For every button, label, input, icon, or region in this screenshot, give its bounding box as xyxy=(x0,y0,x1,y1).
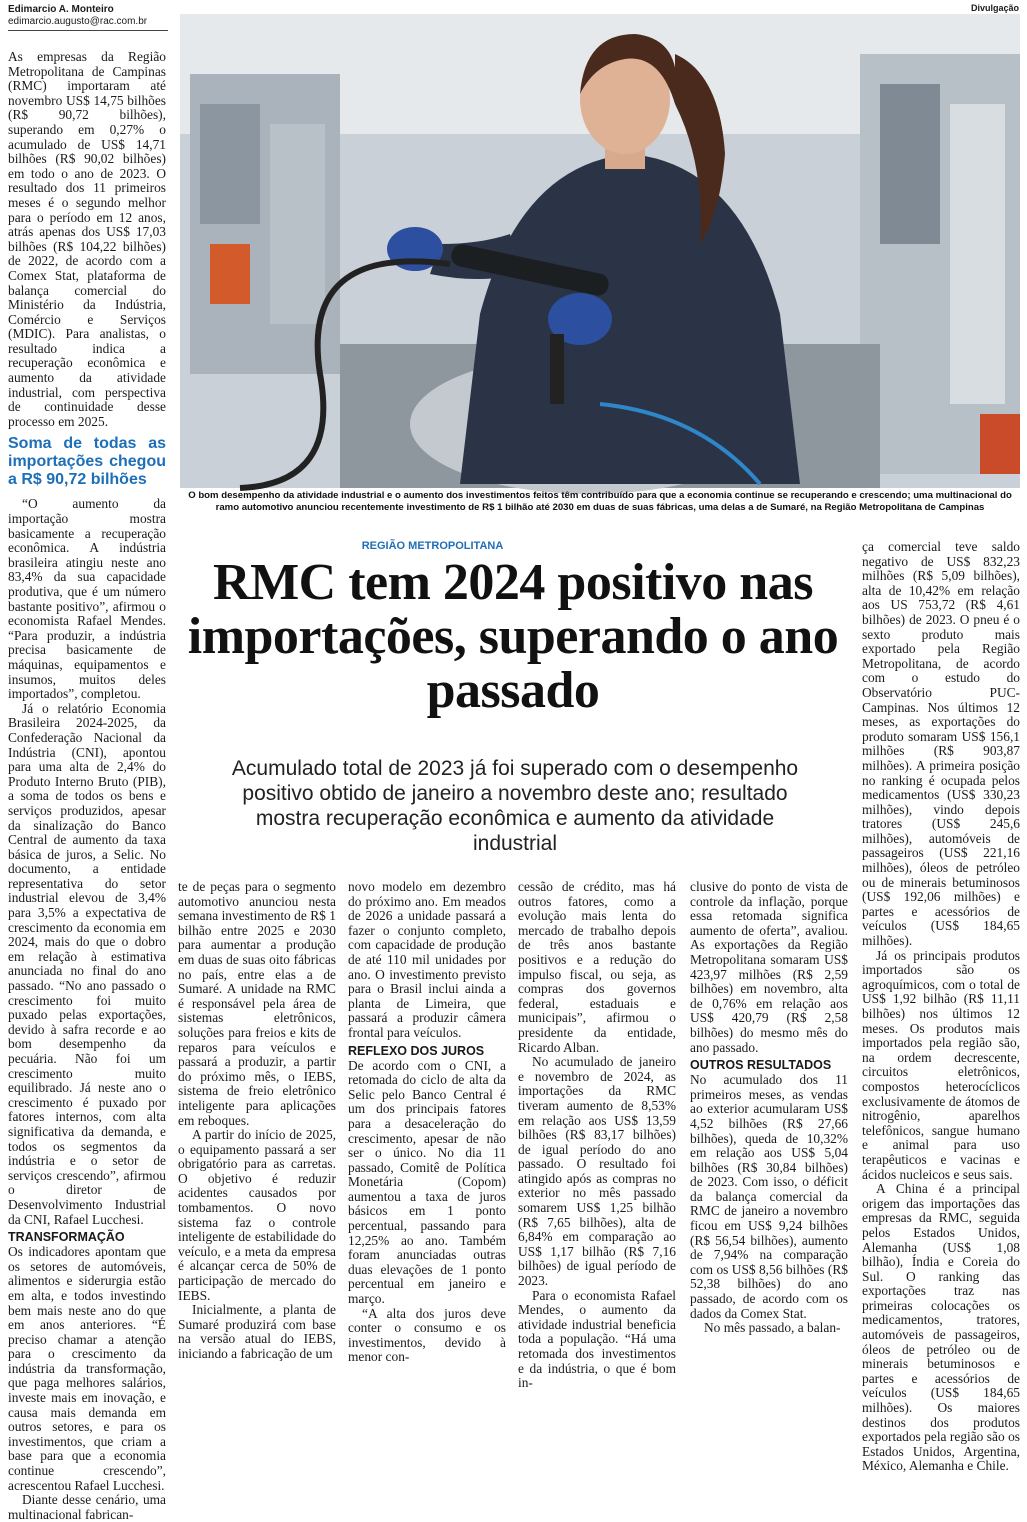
paragraph: Para o economista Rafael Mendes, o aumento da atividade industrial beneficia toda a população. “Há uma retomada dos investimentos e da indústria, o que é bom in- xyxy=(518,1287,676,1391)
paragraph: Os indicadores apontam que os setores de automóveis, alimentos e siderurgia estão em alta, e todos investindo bem mais neste ano do que em anos anteriores. “É preciso chamar a atenção para o crescimento da indústria da transformação, que paga melhores salários, investe mais em inovação, e causa mais demanda em outros setores, e para os investimentos, que criam a base para que a economia continue crescendo”, acrescentou Rafael Lucchesi. xyxy=(8,1244,166,1493)
pull-quote: Soma de todas as importações chegou a R$ 90,72 bilhões xyxy=(8,435,166,489)
paragraph: te de peças para o segmento automotivo anunciou nesta semana investimento de R$ 1 bilhão entre 2025 e 2030 para aumentar a produção em duas de suas oito fábricas no país, entre elas a de Sumaré. A unidade na RMC é responsável pela área de sistemas eletrônicos, soluções para freios e kits de reparos para veículos e passará a produzir, a partir do próximo mês, o IEBS, sistema de freio eletrônico inteligente para aplicações em reboques. xyxy=(178,879,336,1128)
subheading: OUTROS RESULTADOS xyxy=(690,1058,832,1073)
subheading: TRANSFORMAÇÃO xyxy=(8,1230,125,1245)
paragraph: No acumulado de janeiro e novembro de 2024, as importações da RMC tiveram aumento de 8,53% em relação aos US$ 13,59 bilhões (R$ 83,17 bilhões) de igual período do ano passado. O resultado foi atingido após as compras no exterior no mês passado somarem US$ 1,25 bilhão (R$ 7,65 bilhões), alta de 6,84% em comparação ao US$ 1,17 bilhão (R$ 7,16 bilhões) de igual período de 2023. xyxy=(518,1054,676,1289)
paragraph: “A alta dos juros deve conter o consumo e os investimentos, devido à menor con- xyxy=(348,1305,506,1365)
paragraph: As empresas da Região Metropolitana de Campinas (RMC) importaram até novembro US$ 14,75 bilhões (R$ 90,72 bilhões), superando em 0,27% o acumulado de US$ 14,71 bilhões (R$ 90,02 bilhões) em todo o ano de 2023. O resultado dos 11 primeiros meses é o segundo melhor para o período em 12 anos, atrás apenas dos US$ 17,03 bilhões (R$ 104,22 bilhões) de 2022, de acordo com a Comex Stat, plataforma de balança comercial do Ministério da Indústria, Comércio e Serviços (MDIC). Para analistas, o resultado indica a recuperação econômica e aumento da atividade industrial, com perspectiva de continuidade desse processo em 2025. xyxy=(8,49,166,429)
photo-caption: O bom desempenho da atividade industrial e o aumento dos investimentos feitos têm contribuído para que a economia continue se recuperando e crescendo; uma multinacional do ramo automotivo anunciou recentemente investimento de R$ 1 bilhão até 2030 em duas de suas fábricas, uma delas a de Sumaré, na Região Metropolitana de Campinas xyxy=(188,490,1012,513)
paragraph: A China é a principal origem das importações das empresas da RMC, seguida pelos Estados Unidos, Alemanha (US$ 1,08 bilhão), Índia e Coreia do Sul. O ranking das exportações traz nas primeiras colocações os medicamentos, tratores, automóveis de passageiros, óleos de petróleo ou de minerais betuminosos e partes e acessórios de veículos (US$ 184,65 milhões). Os maiores destinos dos produtos exportados pela região são os Estados Unidos, Argentina, México, Alemanha e Chile. xyxy=(862,1181,1020,1474)
paragraph: Diante desse cenário, uma multinacional fabrican- xyxy=(8,1492,166,1522)
byline-email: edimarcio.augusto@rac.com.br xyxy=(8,16,168,31)
paragraph: No acumulado dos 11 primeiros meses, as vendas ao exterior acumularam US$ 4,52 bilhões (R$ 27,66 bilhões), queda de 10,32% em relação aos US$ 5,04 bilhões (R$ 30,84 bilhões) de 2023. Com isso, o déficit da balança comercial da RMC de janeiro a novembro ficou em US$ 9,24 bilhões (R$ 56,54 bilhões), aumento de 7,94% na comparação com os US$ 8,56 bilhões (R$ 52,38 bilhões) do ano passado, de acordo com os dados da Comex Stat. xyxy=(690,1072,848,1321)
article-column-1 xyxy=(8,49,166,1522)
article-column-3 xyxy=(348,879,506,1365)
paragraph: novo modelo em dezembro do próximo ano. Em meados de 2026 a unidade passará a fazer o conjunto completo, com capacidade de produção de até 110 mil unidades por ano. O investimento previsto para o Brasil inclui ainda a planta de Limeira, que passará a produzir câmera frontal para veículos. xyxy=(348,879,506,1040)
byline xyxy=(8,4,168,31)
paragraph: Inicialmente, a planta de Sumaré produzirá com base na versão atual do IEBS, iniciando a fabricação de um xyxy=(178,1302,336,1361)
paragraph: Já o relatório Economia Brasileira 2024-2025, da Confederação Nacional da Indústria (CNI), apontou para uma alta de 2,4% do Produto Interno Bruto (PIB), a soma de todos os bens e serviços produzidos, apesar da sinalização do Banco Central de aumento da taxa básica de juros, a Selic. No documento, a entidade representativa do setor industrial elevou de 3,4% para 3,5% a expectativa de crescimento da economia em 2024, mais do que o dobro em relação à estimativa anunciada no final do ano passado. “No ano passado o crescimento foi muito puxado pelas exportações, devido à safra recorde e ao bom desempenho da pecuária. Não foi um crescimento muito equilibrado. Já neste ano o crescimento é puxado por fatores internos, com alta significativa da demanda, e todos os segmentos da indústria e o setor de serviços crescendo”, afirmou o diretor de Desenvolvimento Industrial da CNI, Rafael Lucchesi. xyxy=(8,700,166,1227)
byline-author: Edimarcio A. Monteiro xyxy=(8,4,114,15)
photo-credit: Divulgação xyxy=(970,3,1019,13)
factory-worker-photo xyxy=(180,14,1020,488)
paragraph: No mês passado, a balan- xyxy=(704,1320,841,1336)
section-label: REGIÃO METROPOLITANA xyxy=(361,540,504,552)
article-column-2 xyxy=(178,879,336,1361)
article-column-6 xyxy=(862,539,1020,1474)
paragraph: clusive do ponto de vista de controle da inflação, porque essa retomada significa aumento de oferta”, avaliou. As exportações da Região Metropolitana somaram US$ 423,97 milhões (R$ 2,59 bilhões) em novembro, alta de 0,76% em relação aos US$ 420,79 (R$ 2,58 bilhões) do mesmo mês do ano passado. xyxy=(690,879,848,1055)
headline: RMC tem 2024 positivo nas importações, superando o ano passado xyxy=(187,554,839,719)
article-photo xyxy=(180,14,1020,488)
paragraph: Já os principais produtos importados são os agroquímicos, com o total de US$ 1,92 bilhão (R$ 11,11 bilhões) nos últimos 12 meses. Os produtos mais importados pela região são, na ordem decrescente, circuitos eletrônicos, compostos heterocíclicos exclusivamente de átomos de nitrogênio, aparelhos telefônicos, sangue humano e animal para uso terapêuticos e vacinas e ácidos nucleicos e seus sais. xyxy=(862,947,1020,1182)
subheading: REFLEXO DOS JUROS xyxy=(348,1043,485,1058)
paragraph: ça comercial teve saldo negativo de US$ 832,23 milhões (R$ 5,09 bilhões), alta de 10,42% em relação aos US 753,72 (R$ 4,61 bilhões) de 2023. O pneu é o sexto produto mais exportado pela Região Metropolitana, de acordo com o estudo do Observatório PUC-Campinas. Nos últimos 12 meses, as exportações do produto somaram US$ 156,1 milhões (R$ 903,87 milhões). A primeira posição no ranking é ocupada pelos medicamentos (US$ 330,23 milhões), vindo depois tratores (US$ 245,6 milhões), automóveis de passageiros (US$ 221,16 milhões), óleos de petróleo ou de minerais betuminosos (US$ 192,06 milhões) e partes e acessórios de veículos (US$ 184,65 milhões). xyxy=(862,539,1020,949)
subheadline: Acumulado total de 2023 já foi superado com o desempenho positivo obtido de janeiro a novembro deste ano; resultado mostra recuperação econômica e aumento da atividade industrial xyxy=(231,757,799,855)
paragraph: “O aumento da importação mostra basicamente a recuperação econômica. A indústria brasileira atingiu neste ano 83,4% da sua capacidade produtiva, que é um número bastante positivo”, afirmou o economista Rafael Mendes. “Para produzir, a indústria precisa basicamente de máquinas, equipamentos e insumos, muitos deles importados”, completou. xyxy=(8,496,166,702)
article-column-5 xyxy=(690,879,848,1336)
paragraph: De acordo com o CNI, a retomada do ciclo de alta da Selic pelo Banco Central é um dos principais fatores para a desaceleração do crescimento, apesar de não ser o único. No dia 11 passado, Comitê de Política Monetária (Copom) aumentou a taxa de juros básicos em 1 ponto percentual, passando para 12,25% ao ano. Também foram anunciadas outras duas elevações de 1 ponto percentual em janeiro e março. xyxy=(348,1057,506,1307)
paragraph: A partir do início de 2025, o equipamento passará a ser obrigatório para as carretas. O objetivo é reduzir acidentes causados por tombamentos. O novo sistema faz o controle inteligente de estabilidade do veículo, e a meta da empresa é alcançar cerca de 50% de participação de mercado do IEBS. xyxy=(178,1127,336,1303)
paragraph: cessão de crédito, mas há outros fatores, como a evolução mais lenta do mercado de trabalho depois de três anos bastante positivos e a redução do impulso fiscal, ou seja, as compras dos governos federal, estaduais e municipais”, afirmou o presidente da entidade, Ricardo Alban. xyxy=(518,879,676,1055)
article-column-4 xyxy=(518,879,676,1391)
